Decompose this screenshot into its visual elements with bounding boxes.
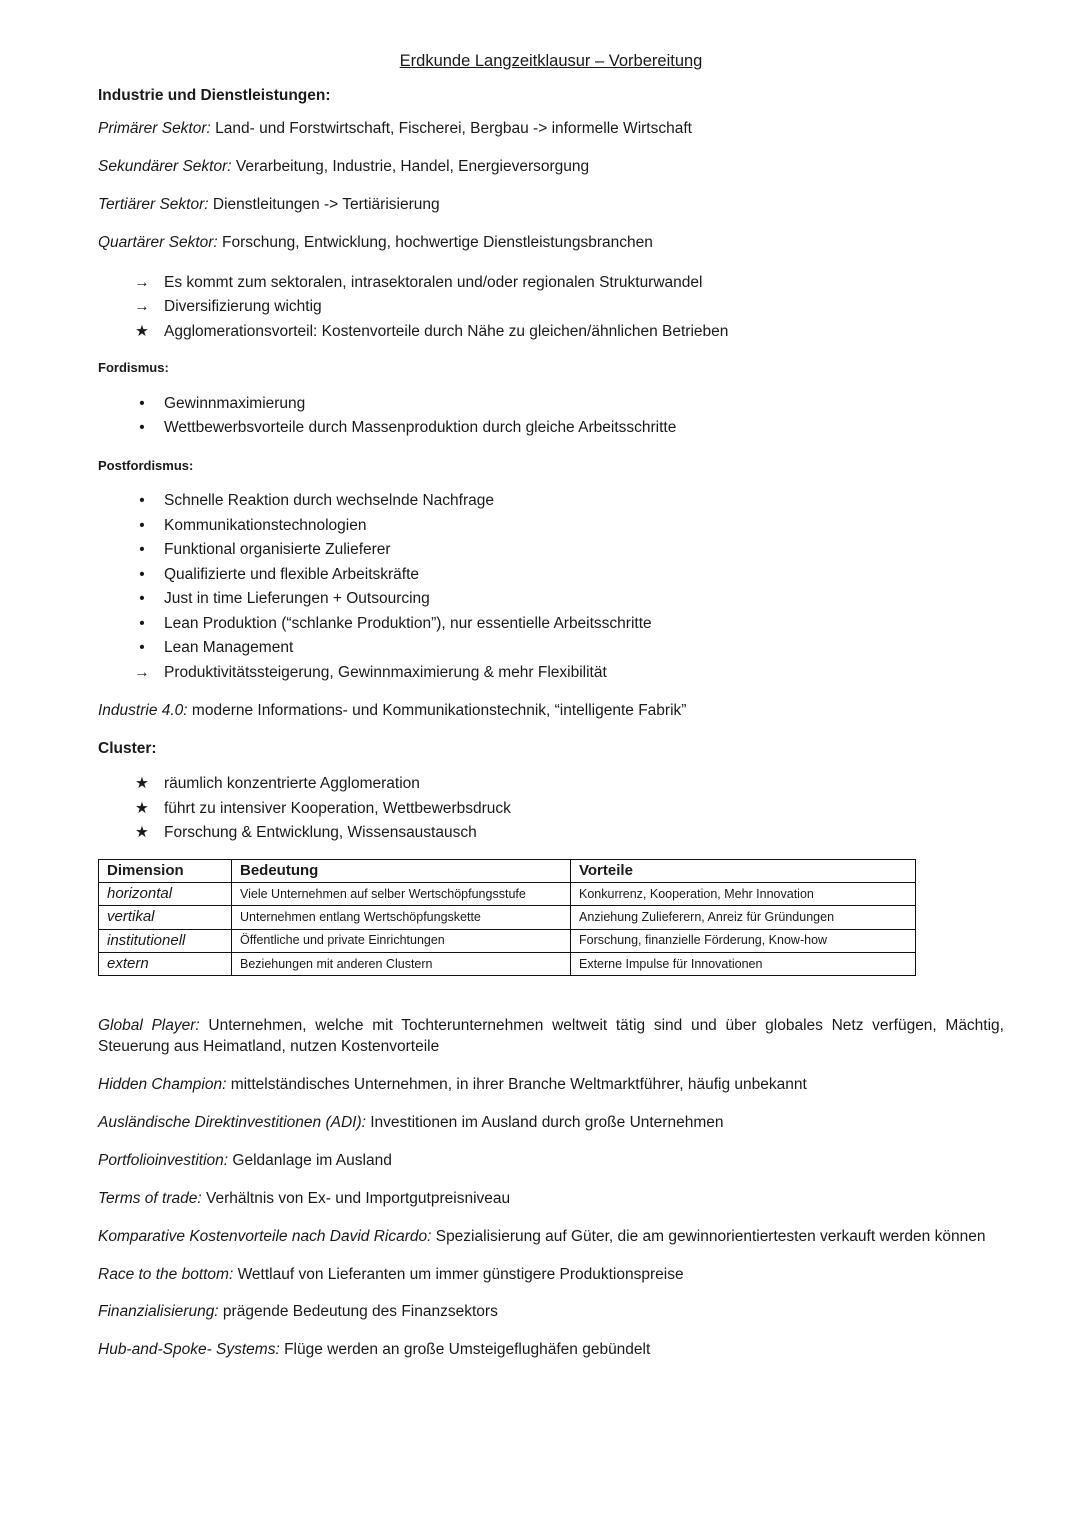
definition-term: Finanzialisierung:	[98, 1303, 219, 1321]
list-item	[98, 565, 1004, 590]
definition-global-player	[98, 1016, 1004, 1058]
table-cell: Anziehung Zulieferern, Anreiz für Gründungen	[571, 906, 916, 929]
table-cell: Beziehungen mit anderen Clustern	[232, 952, 571, 975]
star-icon: ★	[135, 322, 149, 340]
table-row	[99, 952, 916, 975]
table-cell: Öffentliche und private Einrichtungen	[232, 929, 571, 952]
bullet-icon: •	[139, 541, 145, 559]
list-item-text: Diversifizierung wichtig	[164, 298, 322, 316]
list-item	[98, 297, 1004, 322]
definition-adi	[98, 1113, 1004, 1134]
list-item-text: Es kommt zum sektoralen, intrasektoralen und/oder regionalen Strukturwandel	[164, 273, 703, 291]
bullet-icon: •	[139, 639, 145, 657]
postfordismus-list	[98, 491, 1004, 687]
definition-term: Terms of trade:	[98, 1189, 202, 1207]
definition-text: Wettlauf von Lieferanten um immer günstigere Produktionspreise	[233, 1265, 684, 1283]
bullet-icon: •	[139, 614, 145, 632]
list-item-text: Produktivitätssteigerung, Gewinnmaximierung & mehr Flexibilität	[164, 663, 607, 681]
table-row	[99, 883, 916, 906]
list-item-text: Agglomerationsvorteil: Kostenvorteile durch Nähe zu gleichen/ähnlichen Betrieben	[164, 322, 729, 340]
definition-text: Flüge werden an große Umsteigeflughäfen gebündelt	[279, 1341, 651, 1359]
definition-text: Unternehmen, welche mit Tochterunternehmen weltweit tätig sind und über globales Netz verfügen, Mächtig, Steuerung aus Heimatland, nutzen Kostenvorteile	[98, 1017, 1004, 1055]
table-cell: extern	[99, 952, 232, 975]
definition-text: Geldanlage im Ausland	[228, 1151, 392, 1169]
list-item-text: Schnelle Reaktion durch wechselnde Nachfrage	[164, 492, 495, 510]
star-icon: ★	[135, 799, 149, 817]
table-cell: horizontal	[99, 883, 232, 906]
section-heading-postfordismus: Postfordismus:	[98, 457, 194, 473]
bullet-icon: •	[139, 590, 145, 608]
list-item-text: Qualifizierte und flexible Arbeitskräfte	[164, 565, 420, 583]
document-page	[98, 50, 1004, 1361]
list-item	[98, 614, 1004, 639]
list-item	[98, 394, 1004, 419]
sector-term: Quartärer Sektor:	[98, 233, 218, 251]
definition-hidden-champion	[98, 1075, 1004, 1096]
bullet-icon: •	[139, 419, 145, 437]
definition-term: Industrie 4.0:	[98, 702, 188, 720]
definition-text: Investitionen im Ausland durch große Unternehmen	[365, 1113, 724, 1131]
definition-komparative-kostenvorteile	[98, 1227, 1004, 1248]
definition-text: Verhältnis von Ex- und Importgutpreisniveau	[201, 1189, 511, 1207]
list-item-text: Wettbewerbsvorteile durch Massenproduktion durch gleiche Arbeitsschritte	[164, 419, 677, 437]
section-heading-cluster: Cluster:	[98, 740, 157, 758]
list-item-text: Just in time Lieferungen + Outsourcing	[164, 590, 430, 608]
table-cell: Konkurrenz, Kooperation, Mehr Innovation	[571, 883, 916, 906]
list-item	[98, 516, 1004, 541]
sector-tertiaer	[98, 195, 1004, 216]
arrow-right-icon: →	[134, 298, 150, 316]
bullet-icon: •	[139, 394, 145, 412]
definition-industrie-40	[98, 701, 1004, 722]
definition-term: Hub-and-Spoke- Systems:	[98, 1341, 280, 1359]
definition-term: Portfolioinvestition:	[98, 1151, 229, 1169]
section-heading-industrie: Industrie und Dienstleistungen:	[98, 87, 331, 105]
column-header: Bedeutung	[232, 859, 571, 882]
list-item	[98, 799, 1004, 824]
definition-term: Ausländische Direktinvestitionen (ADI):	[98, 1113, 366, 1131]
definition-term: Hidden Champion:	[98, 1075, 227, 1093]
list-item	[98, 823, 1004, 848]
sector-term: Tertiärer Sektor:	[98, 196, 209, 214]
sector-term: Sekundärer Sektor:	[98, 158, 232, 176]
sector-text: Verarbeitung, Industrie, Handel, Energieversorgung	[231, 158, 590, 176]
table-cell: vertikal	[99, 906, 232, 929]
list-item	[98, 491, 1004, 516]
table-row	[99, 929, 916, 952]
definition-term: Komparative Kostenvorteile nach David Ricardo:	[98, 1227, 432, 1245]
bullet-icon: •	[139, 492, 145, 510]
cluster-table	[98, 859, 916, 976]
arrow-right-icon: →	[134, 663, 150, 681]
sector-sekundaer	[98, 157, 1004, 178]
sector-points-list	[98, 273, 1004, 347]
list-item	[98, 322, 1004, 347]
bullet-icon: •	[139, 565, 145, 583]
definition-text: prägende Bedeutung des Finanzsektors	[218, 1303, 498, 1321]
table-header-row	[99, 859, 916, 882]
list-item-text: führt zu intensiver Kooperation, Wettbewerbsdruck	[164, 799, 511, 817]
definition-hub-and-spoke	[98, 1340, 1004, 1361]
list-item	[98, 540, 1004, 565]
section-heading-fordismus: Fordismus:	[98, 360, 169, 376]
column-header: Vorteile	[571, 859, 916, 882]
list-item-text: Kommunikationstechnologien	[164, 516, 367, 534]
list-item-text: Lean Produktion (“schlanke Produktion”), nur essentielle Arbeitsschritte	[164, 614, 652, 632]
definition-finanzialisierung	[98, 1302, 1004, 1323]
sector-term: Primärer Sektor:	[98, 120, 211, 138]
definition-term: Global Player:	[98, 1017, 200, 1035]
table-cell: Unternehmen entlang Wertschöpfungskette	[232, 906, 571, 929]
star-icon: ★	[135, 775, 149, 793]
fordismus-list	[98, 394, 1004, 443]
definition-portfolioinvestition	[98, 1151, 1004, 1172]
table-cell: Viele Unternehmen auf selber Wertschöpfungsstufe	[232, 883, 571, 906]
definition-race-to-the-bottom	[98, 1265, 1004, 1286]
definition-text: mittelständisches Unternehmen, in ihrer Branche Weltmarktführer, häufig unbekannt	[226, 1075, 807, 1093]
list-item	[98, 589, 1004, 614]
definition-terms-of-trade	[98, 1189, 1004, 1210]
sector-text: Dienstleitungen -> Tertiärisierung	[208, 196, 440, 214]
document-title: Erdkunde Langzeitklausur – Vorbereitung	[399, 52, 703, 70]
sector-quartaer	[98, 233, 1004, 254]
table-cell: Forschung, finanzielle Förderung, Know-how	[571, 929, 916, 952]
list-item-text: Gewinnmaximierung	[164, 394, 306, 412]
definition-term: Race to the bottom:	[98, 1265, 234, 1283]
list-item	[98, 638, 1004, 663]
arrow-right-icon: →	[134, 273, 150, 291]
table-row	[99, 906, 916, 929]
table-cell: Externe Impulse für Innovationen	[571, 952, 916, 975]
list-item-text: räumlich konzentrierte Agglomeration	[164, 775, 420, 793]
list-item	[98, 663, 1004, 688]
list-item-text: Lean Management	[164, 639, 294, 657]
sector-text: Forschung, Entwicklung, hochwertige Dienstleistungsbranchen	[217, 233, 653, 251]
star-icon: ★	[135, 824, 149, 842]
sector-text: Land- und Forstwirtschaft, Fischerei, Bergbau -> informelle Wirtschaft	[210, 120, 692, 138]
list-item-text: Funktional organisierte Zulieferer	[164, 541, 391, 559]
list-item	[98, 774, 1004, 799]
list-item-text: Forschung & Entwicklung, Wissensaustausch	[164, 824, 477, 842]
column-header: Dimension	[99, 859, 232, 882]
list-item	[98, 418, 1004, 443]
sector-primaer	[98, 119, 1004, 140]
definition-text: moderne Informations- und Kommunikationstechnik, “intelligente Fabrik”	[187, 702, 687, 720]
cluster-list	[98, 774, 1004, 848]
definition-text: Spezialisierung auf Güter, die am gewinnorientiertesten verkauft werden können	[431, 1227, 986, 1245]
list-item	[98, 273, 1004, 298]
table-cell: institutionell	[99, 929, 232, 952]
bullet-icon: •	[139, 516, 145, 534]
